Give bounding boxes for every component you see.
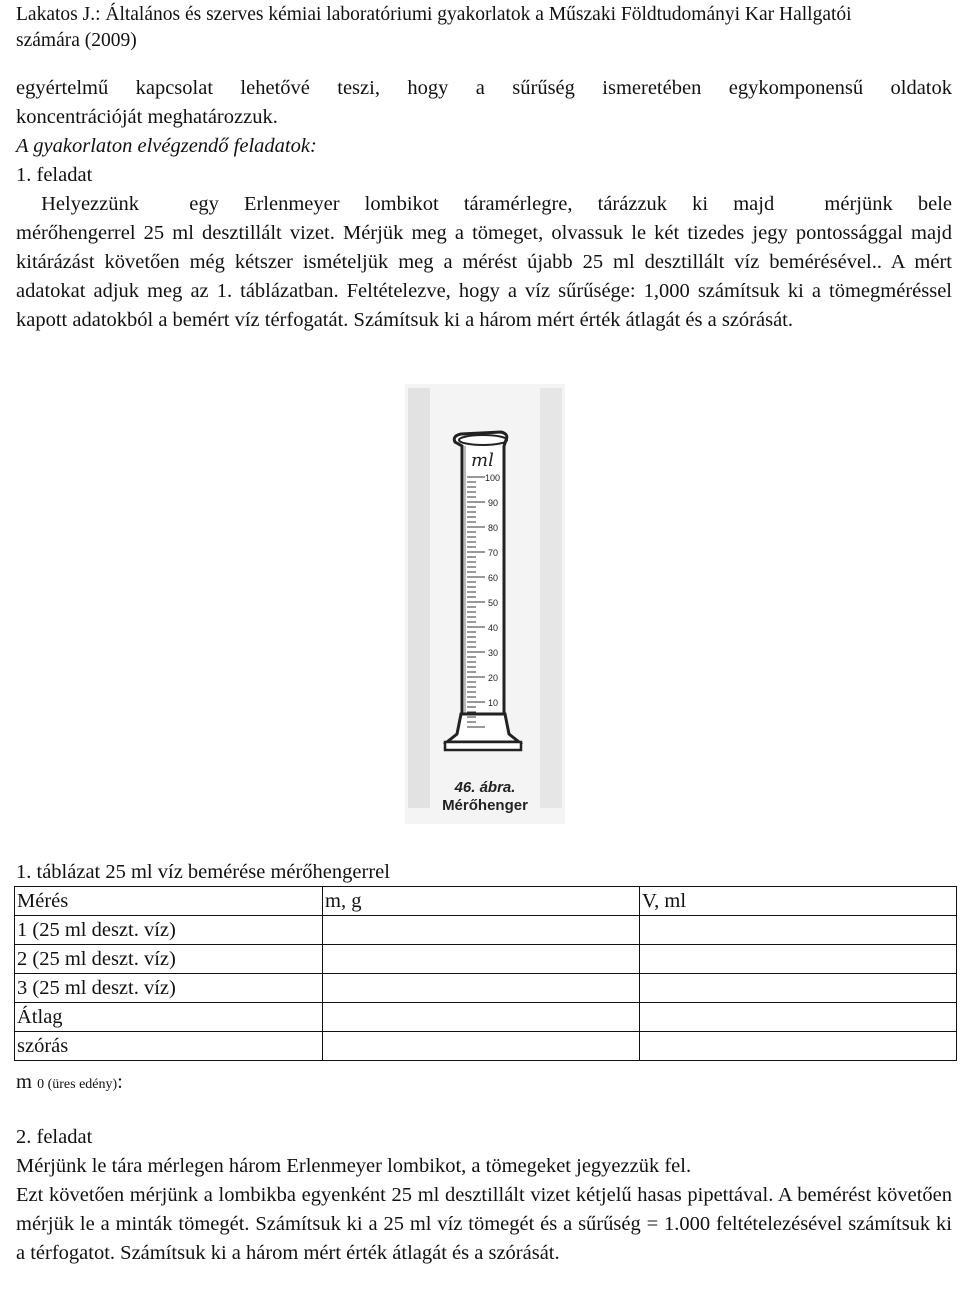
table-header-cell: V, ml [640,887,957,916]
cylinder-tick-label: 20 [488,673,499,683]
cylinder-tick-label: 40 [488,623,499,633]
cylinder-tick-label: 90 [488,498,499,508]
figure-number: 46. ábra. [454,779,516,796]
table-row [15,945,957,974]
m0-colon: : [117,1071,123,1093]
task2-title: 2. feladat [16,1126,93,1148]
task2-body: Ezt követően mérjünk a lombikba egyenként 25 ml desztillált vizet kétjelű hasas pipettával. A bemérést követően mérjük le a minták tömegét. Számítsuk ki a 25 ml víz tömegét és a sűrűség = 1.000 feltételezésével számítsuk ki a térfogatot. Számítsuk ki a három mért érték átlagát és a szórását. [16,1184,952,1264]
table-header-cell: m, g [323,887,640,916]
table-row [15,1003,957,1032]
table-cell-empty [640,945,957,974]
table-row [15,916,957,945]
task1-line-1: Helyezzünk egy Erlenmeyer lombikot táramérlegre, tárázzuk ki majd mérjünk bele [16,193,952,215]
task1-title: 1. feladat [16,164,93,186]
table-cell-empty [323,974,640,1003]
cylinder-tick-label: 30 [488,648,499,658]
cylinder-tick-label: 50 [488,598,499,608]
table-cell-empty [640,974,957,1003]
table-row-label: Átlag [15,1003,323,1032]
intro-line-2: koncentrációját meghatározzuk. [16,106,278,128]
measurement-table [14,886,957,1061]
header-line-1: Lakatos J.: Általános és szerves kémiai laboratóriumi gyakorlatok a Műszaki Földtudományi Kar Hallgatói [16,4,852,25]
intro-line-1: egyértelmű kapcsolat lehetővé teszi, hogy a sűrűség ismeretében egykomponensű oldatok [16,77,952,99]
cylinder-tick-label: 10 [488,698,499,708]
cylinder-tick-label: 70 [488,548,499,558]
table-cell-empty [323,1032,640,1061]
empty-vessel-mass-label [16,1068,952,1099]
table-row-label: 1 (25 ml deszt. víz) [15,916,323,945]
cylinder-unit-label: ml [471,450,494,471]
table-cell-empty [323,1003,640,1032]
table-row-label: 3 (25 ml deszt. víz) [15,974,323,1003]
graduated-cylinder-illustration [405,384,565,824]
table-cell-empty [640,916,957,945]
tasks-heading: A gyakorlaton elvégzendő feladatok: [16,135,317,157]
m0-subscript: 0 (üres edény) [37,1077,118,1092]
task1-body: mérőhengerrel 25 ml desztillált vizet. Mérjük meg a tömeget, olvassuk le két tizedes jegy pontossággal majd kitárázást követően még kétszer ismételjük meg a mérést újabb 25 ml desztillált víz bemérésével.. A mért adatokat adjuk meg az 1. táblázatban. Feltételezve, hogy a víz sűrűsége: 1,000 számítsuk ki a tömegméréssel kapott adatokból a bemért víz térfogatát. Számítsuk ki a három mért érték átlagát és a szórását. [16,222,952,331]
cylinder-tick-label: 60 [488,573,499,583]
table-row-label: 2 (25 ml deszt. víz) [15,945,323,974]
table-cell-empty [640,1032,957,1061]
table-header-cell: Mérés [15,887,323,916]
table-cell-empty [640,1003,957,1032]
cylinder-tick-label: 100 [485,473,501,483]
cylinder-tick-label: 80 [488,523,499,533]
graduated-cylinder-figure [405,384,565,824]
table-cell-empty [323,916,640,945]
table1-caption: 1. táblázat 25 ml víz bemérése mérőhengerrel [16,861,390,883]
header-line-2: számára (2009) [16,30,137,51]
table-row [15,1032,957,1061]
m0-symbol: m [16,1071,32,1093]
table-cell-empty [323,945,640,974]
task2-line-1: Mérjünk le tára mérlegen három Erlenmeyer lombikot, a tömegeket jegyezzük fel. [16,1155,692,1177]
table-row-label: szórás [15,1032,323,1061]
figure-title: Mérőhenger [442,797,528,814]
table-row [15,974,957,1003]
table-header-row [15,887,957,916]
page-header [16,2,946,54]
